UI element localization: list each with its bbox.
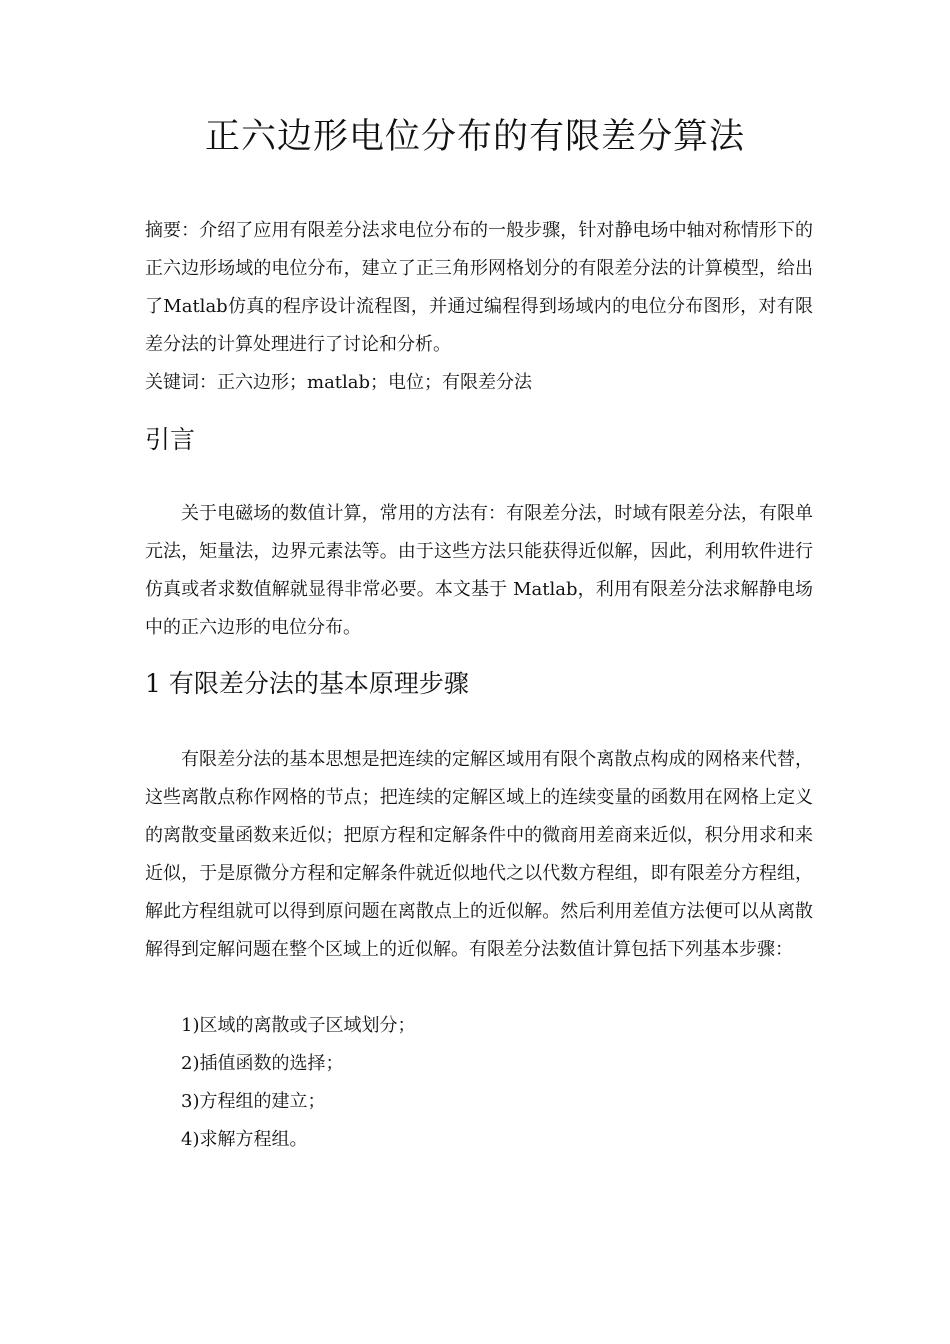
step-item: 3)方程组的建立； bbox=[181, 1091, 326, 1112]
step-item: 1)区域的离散或子区域划分； bbox=[181, 1015, 416, 1036]
step-item: 2)插值函数的选择； bbox=[181, 1053, 344, 1074]
steps-list bbox=[181, 1007, 415, 1159]
document-title: 正六边形电位分布的有限差分算法 bbox=[204, 117, 745, 157]
abstract-paragraph: 摘要：介绍了应用有限差分法求电位分布的一般步骤，针对静电场中轴对称情形下的正六边形场域的电位分布，建立了正三角形网格划分的有限差分法的计算模型，给出了Matlab仿真的程序设计流程图，并通过编程得到场域内的电位分布图形，对有限差分法的计算处理进行了讨论和分析。 bbox=[145, 220, 813, 355]
section-1-heading: 1 有限差分法的基本原理步骤 bbox=[145, 669, 469, 698]
section-1-paragraph: 有限差分法的基本思想是把连续的定解区域用有限个离散点构成的网格来代替，这些离散点称作网格的节点；把连续的定解区域上的连续变量的函数用在网格上定义的离散变量函数来近似；把原方程和定解条件中的微商用差商来近似，积分用求和来近似，于是原微分方程和定解条件就近似地代之以代数方程组，即有限差分方程组，解此方程组就可以得到原问题在离散点上的近似解。然后利用差值方法便可以从离散解得到定解问题在整个区域上的近似解。有限差分法数值计算包括下列基本步骤： bbox=[145, 749, 813, 960]
intro-heading: 引言 bbox=[145, 425, 196, 454]
intro-paragraph: 关于电磁场的数值计算，常用的方法有：有限差分法，时域有限差分法，有限单元法，矩量法，边界元素法等。由于这些方法只能获得近似解，因此，利用软件进行仿真或者求数值解就显得非常必要。本文基于 Matlab，利用有限差分法求解静电场中的正六边形的电位分布。 bbox=[145, 503, 813, 638]
step-item: 4)求解方程组。 bbox=[181, 1129, 308, 1150]
keywords-line: 关键词：正六边形；matlab；电位；有限差分法 bbox=[145, 372, 533, 393]
